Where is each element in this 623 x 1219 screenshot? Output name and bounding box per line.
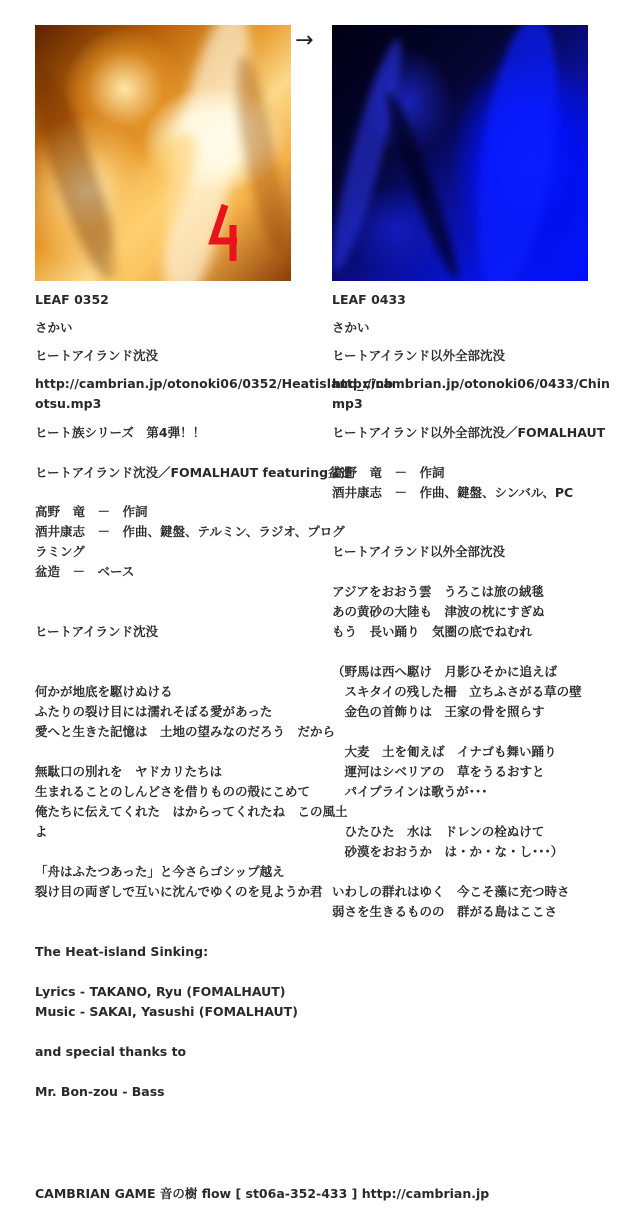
- dark-wisp: [378, 88, 465, 281]
- right-lyric-line: ひたひた 水は ドレンの栓ぬけて: [332, 824, 545, 839]
- left-credit: 盆造 － ベース: [35, 564, 135, 579]
- right-credit: 高野 竜 － 作詞: [332, 465, 445, 480]
- cover-art-blue: [332, 25, 588, 281]
- right-lyric-line: （野馬は西へ駆け 月影ひそかに追えば: [332, 664, 558, 679]
- left-lyric-line: ふたりの裂け目には濡れそぼる愛があった: [35, 704, 273, 719]
- right-lyric-line: 弱さを生きるものの 群がる島はここさ: [332, 904, 558, 919]
- right-credit-line: ヒートアイランド以外全部沈没／FOMALHAUT: [332, 425, 606, 440]
- left-mp3-link-cont[interactable]: otsu.mp3: [35, 396, 102, 411]
- left-lyric-line: 「舟はふたつあった」と今さらゴシップ越え: [35, 864, 285, 879]
- right-lyric-line: スキタイの残した柵 立ちふさがる草の壁: [332, 684, 582, 699]
- right-lyric-line: 運河はシベリアの 草をうるおすと: [332, 764, 545, 779]
- english-thanks: and special thanks to: [35, 1044, 187, 1059]
- right-lyric-line: 砂漠をおおうか は・か・な・し･･･）: [332, 844, 564, 859]
- blue-wisp: [463, 25, 571, 281]
- left-lyric-line: 裂け目の両ぎしで互いに沈んでゆくのを見ようか君: [35, 884, 323, 899]
- left-credit: ラミング: [35, 544, 85, 559]
- arrow-icon: →: [295, 28, 314, 53]
- left-lyric-line: 俺たちに伝えてくれた はからってくれたね この風土: [35, 804, 348, 819]
- left-lyric-line: 無駄口の別れを ヤドカリたちは: [35, 764, 223, 779]
- left-credit: 高野 竜 － 作詞: [35, 504, 148, 519]
- english-title: The Heat-island Sinking:: [35, 944, 209, 959]
- english-lyrics-credit: Lyrics - TAKANO, Ryu (FOMALHAUT): [35, 984, 286, 999]
- right-lyric-line: 金色の首飾りは 王家の骨を照らす: [332, 704, 545, 719]
- right-lyric-line: 大麦 土を匍えば イナゴも舞い踊り: [332, 744, 557, 759]
- right-lyric-line: アジアをおおう雲 うろこは旅の絨毯: [332, 584, 545, 599]
- right-mp3-link[interactable]: http://cambrian.jp/otonoki06/0433/Chin: [332, 376, 610, 391]
- english-music-credit: Music - SAKAI, Yasushi (FOMALHAUT): [35, 1004, 298, 1019]
- right-title: ヒートアイランド以外全部沈没: [332, 348, 506, 363]
- right-lyric-line: いわしの群れはゆく 今こそ藻に充つ時さ: [332, 884, 570, 899]
- english-bass-credit: Mr. Bon-zou - Bass: [35, 1084, 165, 1099]
- right-lyric-line: あの黄砂の大陸も 津波の枕にすぎぬ: [332, 604, 545, 619]
- left-artist: さかい: [35, 320, 73, 335]
- left-leaf-code: LEAF 0352: [35, 292, 109, 307]
- right-lyrics-title: ヒートアイランド以外全部沈没: [332, 544, 506, 559]
- right-leaf-code: LEAF 0433: [332, 292, 406, 307]
- left-credit-line: ヒートアイランド沈没／FOMALHAUT featuring盆造: [35, 465, 354, 480]
- right-artist: さかい: [332, 320, 370, 335]
- left-mp3-link[interactable]: http://cambrian.jp/otonoki06/0352/Heatisland_cinb: [35, 376, 394, 391]
- left-title: ヒートアイランド沈没: [35, 348, 159, 363]
- red-number-four-icon: [207, 203, 247, 263]
- right-lyric-line: パイプラインは歌うが･･･: [332, 784, 488, 799]
- left-lyric-line: 愛へと生きた記憶は 土地の望みなのだろう だから: [35, 724, 336, 739]
- left-lyric-line: 生まれることのしんどさを借りものの殻にこめて: [35, 784, 311, 799]
- left-credit: 酒井康志 － 作曲、鍵盤、テルミン、ラジオ、プログ: [35, 524, 345, 539]
- left-lyric-line: よ: [35, 824, 48, 839]
- left-series-note: ヒート族シリーズ 第4弾！！: [35, 425, 206, 440]
- right-mp3-link-cont[interactable]: mp3: [332, 396, 363, 411]
- left-lyric-line: 何かが地底を駆けぬける: [35, 684, 173, 699]
- left-lyrics-title: ヒートアイランド沈没: [35, 624, 159, 639]
- right-credit: 酒井康志 － 作曲、鍵盤、シンバル、PC: [332, 485, 574, 500]
- cover-art-fire: [35, 25, 291, 281]
- right-lyric-line: もう 長い踊り 気圏の底でねむれ: [332, 624, 533, 639]
- footer-credit: CAMBRIAN GAME 音の樹 flow [ st06a-352-433 ] http://cambrian.jp: [35, 1186, 490, 1201]
